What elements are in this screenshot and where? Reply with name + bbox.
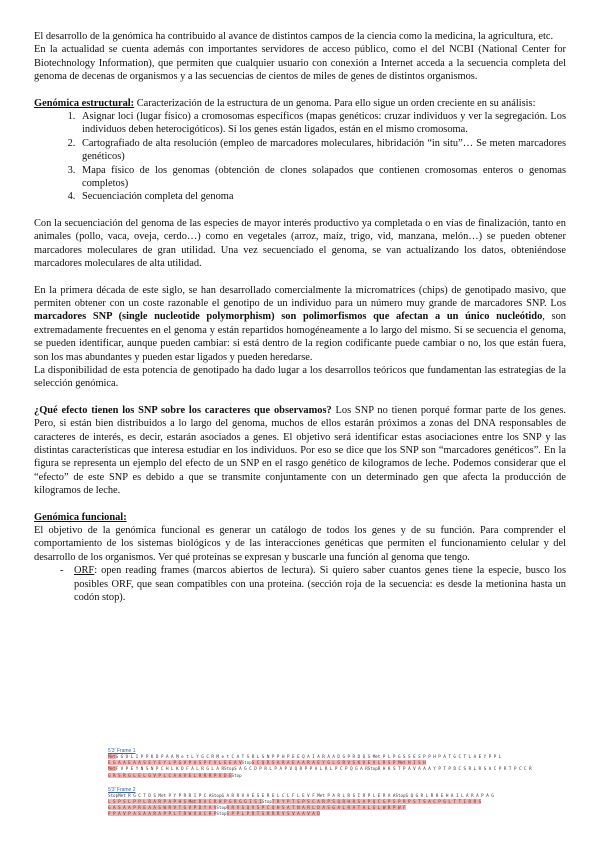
snp-effect-body: Los SNP no tienen porqué formar parte de los genes. Pero, si están bien distribuidos a lo largo del genoma, muchos de ellos estarán próximos a zonas del DNA responsables de caracteres de interés, es decir, estarán asociados a genes. El objetivo será identificar estas asociaciones entre los SNP y las distintas características que interesa estudiar en los individuos. Por eso se dice que los SNP son “marcadores genéticos”. En la figura se representa un ejemplo del efecto de un SNP en el rasgo genético de kilogramos de leche. Podemos considerar que el “efecto” de este SNP es debido a que se transmite conjuntamente con un determinado gen que afecta la producción de kilogramos de leche. (34, 404, 566, 497)
stop-codon: Stop (224, 766, 235, 772)
orf-description: : open reading frames (marcos abiertos de lectura). Si quiero saber cuantos genes tiene la especie, busco los posibles ORF, que sean compatibles con una proteína. (sección roja de la secuencia: es desde la metionina hasta un codón stop). (74, 565, 566, 604)
orf-segment: F V P E Y N S N P C H L K D F A L R G L A R (115, 766, 224, 772)
frame-2-title: 5'3' Frame 2 (108, 786, 136, 793)
frame-1-line (108, 766, 532, 772)
structural-step-4: 4. Secuenciación completa del genoma (78, 190, 566, 203)
frame-2-line (108, 811, 508, 817)
frame-2-sequence (108, 793, 508, 818)
stop-codon: Stop (108, 792, 119, 798)
orf-segment: P P A V P A S A A R A P P L T R W V A C R P (108, 811, 217, 817)
frame-1-title: 5'3' Frame 1 (108, 748, 136, 754)
stop-codon: Stop (216, 805, 227, 811)
structural-genomics-heading: Genómica estructural: (34, 97, 135, 109)
orf-term: ORF (74, 565, 95, 577)
genotyping-paragraph: La disponibilidad de esta potencia de genotipado ha dado lugar a los desarrollos teóricos que fundamentan las estrategias de la selección genómica. (34, 364, 566, 390)
stop-codon: Stop (211, 792, 222, 798)
orf-segment: S Q G R L R R E H A I L A R A P A G (405, 792, 494, 798)
structural-genomics-lead: Caracterización de la estructura de un genoma. Para ello sigue un orden creciente en su análisis: (134, 97, 536, 109)
orf-sequence-figure (108, 748, 532, 844)
stop-codon: Stop (216, 811, 227, 817)
orf-segment: Met R G C T D S Met P Y P R R I P C A (118, 792, 212, 798)
orf-segment: T R Y P T S P S C A R P S Q R H R S A P Q C G P S P R P S T S A C P G L T T I R R S (271, 798, 482, 804)
intro-paragraph-2: En la actualidad se cuenta además con importantes servidores de acceso público, como el del NCBI (National Center for Biotechnology Information), que permiten que cualquier usuario con conexión a Internet acceda a la secuencia completa del genoma de decenas de organismos y a las secuencias de cientos de miles de genes de distintos organismos. (34, 44, 566, 83)
stop-codon: Stop (261, 798, 272, 804)
stop-codon: Stop (367, 766, 378, 772)
orf-segment: L S P S L P P L R A R P A P H S Met R A C R H P G R G G I S I (108, 798, 262, 804)
stop-codon: Stop (395, 792, 406, 798)
orf-segment: R H K S T P A V A A A Y P T P D C S R L R S A C P R T P C C R (377, 766, 532, 772)
orf-segment: S A G C D P R L P A P V Q R P P A L R L P C P Q G A R (234, 766, 368, 772)
orf-list-item (60, 564, 566, 604)
orf-segment: S G D L I P P K D P A A M e t L Y G C R M e t C A T S R L S N P P H P E E Q A I A R A A D G P R D Q S Met P L P G S S E S P P H P A T G C T L A E Y P P L (115, 754, 502, 759)
orf-segment: Met (108, 754, 116, 759)
orf-segment: G A R R V A E S E R E L C L F L E V F Met P A R L R S I R P L E R A A (221, 792, 396, 798)
structural-genomics-paragraph (34, 97, 566, 110)
structural-step-3: 3. Mapa físico de los genomas (obtención de clones solapados que contienen cromosomas enteros o genomas completos) (78, 164, 566, 191)
orf-list (34, 564, 566, 604)
structural-steps-list (34, 110, 566, 204)
stop-codon: Stop (231, 772, 242, 778)
snp-chips-paragraph (34, 284, 566, 364)
snp-chips-text-2: , son extremadamente frecuentes en el genoma y están repartidos homogéneamente a lo largo del mismo. Si se secuencia el genoma, se pueden identificar, aunque pueden cambiar: si está dentro de la region codificante puede cambiar o no, los que están fuera, son los mas abundantes y pueden estar ligados y pueden heredarse. (34, 311, 566, 363)
snp-definition: marcadores SNP (single nucleotide polymorphism) son polimorfismos que afectan a un único nucleótido (34, 311, 543, 323)
frame-1-sequence (108, 754, 532, 779)
orf-segment: S C Q R S A R A E A A R A E Y G L G R V S K V E V L R S P Met H I S H (251, 760, 426, 766)
sequencing-paragraph: Con la secuenciación del genoma de las especies de mayor interés productivo ya completada o en vías de finalización, tanto en animales (pollo, vaca, oveja, cerdo…) como en vegetales (arroz, maíz, trigo, vid, manzana, melón…) se pueden obtener marcadores moleculares de gran utilidad. Una vez secuenciado el genoma, se van actualizando los datos, obteniéndose marcadores moleculares de alta utilidad. (34, 217, 566, 270)
snp-chips-text-1: En la primera década de este siglo, se han desarrollado comercialmente la micromatrices (chips) de genotipado masivo, que permiten obtener con un coste razonable el genotipo de un individuo para un número muy grande de marcadores SNP. Los (34, 284, 566, 309)
stop-codon: Stop (241, 760, 252, 766)
orf-segment: Met (108, 766, 116, 772)
dash-bullet: - (60, 565, 64, 577)
intro-paragraph-1: El desarrollo de la genómica ha contribuido al avance de distintos campos de la ciencia como la medicina, la agricultura, etc. (34, 31, 554, 42)
orf-segment: G A S A A P R E A A S W R V T G V P D Y A V (108, 805, 217, 811)
structural-step-1: 1. Asignar loci (lugar físico) a cromosomas específicos (mapas genéticos: cruzar individuos y ver la segregación. Los individuos deben heterocigóticos). Si los genes están ligados, están en el mismo cromosoma. (78, 110, 566, 137)
orf-segment: S P P L P R T S R R R V S V A A V A D (226, 811, 320, 817)
orf-segment: E G A A E A A S E Y E Y L P G V P A S P F V L E E A V (108, 760, 242, 766)
functional-genomics-heading: Genómica funcional: (34, 511, 127, 523)
functional-genomics-heading-line (34, 511, 566, 524)
orf-segment: G R S R G L E L G V P L C A A V E L R R R P V D E (108, 772, 232, 778)
snp-effect-question: ¿Qué efecto tienen los SNP sobre los caracteres que observamos? (34, 404, 332, 416)
functional-genomics-paragraph: El objetivo de la genómica funcional es generar un catálogo de todos los genes y de su función. Para comprender el comportamiento de los sistemas biológicos y de las interacciones genéticas que permiten el funcionamiento celular y del desarrollo de los organismos. Ver qué proteínas se expresan y buscarle una función al genoma que tengo. (34, 525, 566, 563)
snp-effect-paragraph (34, 404, 566, 498)
orf-segment: R R V S Q V S P C Q H S A T N A R L D A S G A L R A T A L G L W R P W F (226, 805, 406, 811)
structural-step-2: 2. Cartografiado de alta resolución (empleo de marcadores moleculares, hibridación “in situ”… Se meten marcadores genéticos) (78, 137, 566, 164)
